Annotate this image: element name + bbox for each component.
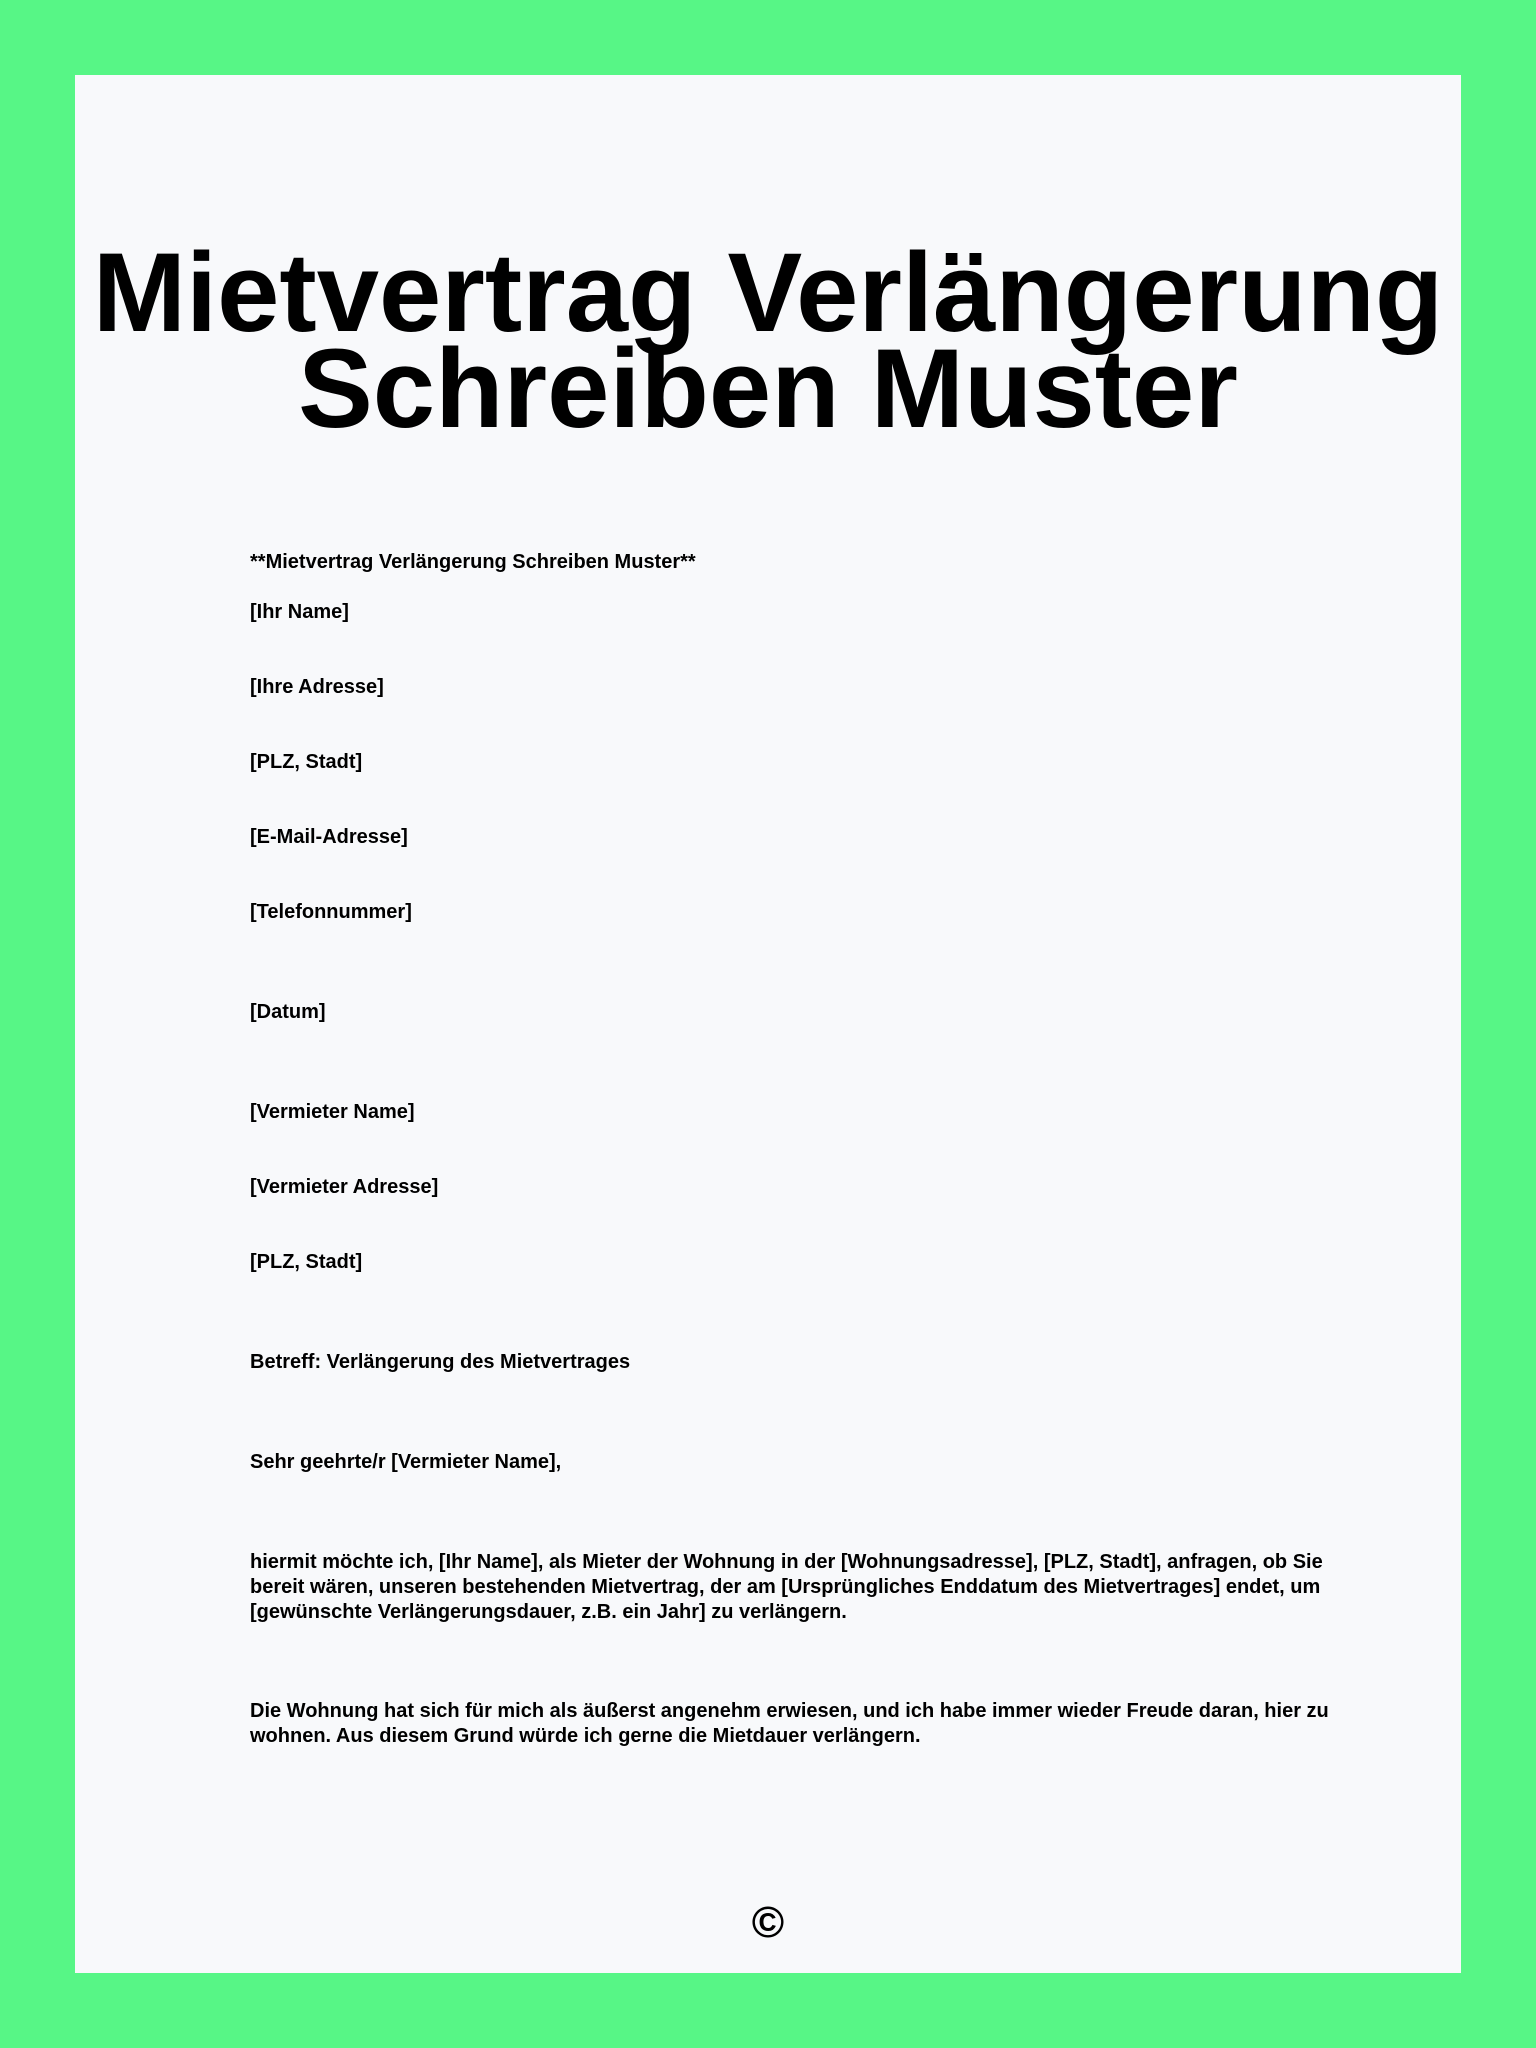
sender-name: [Ihr Name]	[250, 601, 349, 623]
sender-email: [E-Mail-Adresse]	[250, 826, 408, 848]
page-title	[75, 230, 1461, 451]
page-title-line-1: Mietvertrag Verlängerung	[92, 230, 1444, 355]
sender-address: [Ihre Adresse]	[250, 676, 384, 698]
sender-city: [PLZ, Stadt]	[250, 751, 363, 773]
sender-phone: [Telefonnummer]	[250, 901, 412, 923]
letter-paragraph-2: Die Wohnung hat sich für mich als äußerst angenehm erwiesen, und ich habe immer wieder Freude daran, hier zu wohnen. Aus diesem Grund würde ich gerne die Mietdauer verlängern.	[250, 1700, 1329, 1747]
letter-heading: **Mietvertrag Verlängerung Schreiben Muster**	[250, 551, 696, 573]
copyright-icon: ©	[751, 1898, 785, 1947]
landlord-city: [PLZ, Stadt]	[250, 1251, 363, 1273]
letter-subject: Betreff: Verlängerung des Mietvertrages	[250, 1351, 631, 1373]
landlord-name: [Vermieter Name]	[250, 1101, 415, 1123]
letter-date: [Datum]	[250, 1001, 326, 1023]
letter-salutation: Sehr geehrte/r [Vermieter Name],	[250, 1451, 562, 1473]
document-page	[75, 75, 1461, 1973]
landlord-address: [Vermieter Adresse]	[250, 1176, 439, 1198]
letter-paragraph-1: hiermit möchte ich, [Ihr Name], als Mieter der Wohnung in der [Wohnungsadresse], [PLZ, Stadt], anfragen, ob Sie bereit wären, unseren bestehenden Mietvertrag, der am [Ursprüngliches Enddatum des Mietvertrages] endet, um [gewünschte Verlängerungsdauer, z.B. ein Jahr] zu verlängern.	[250, 1551, 1323, 1623]
page-title-line-2: Schreiben Muster	[298, 326, 1238, 451]
